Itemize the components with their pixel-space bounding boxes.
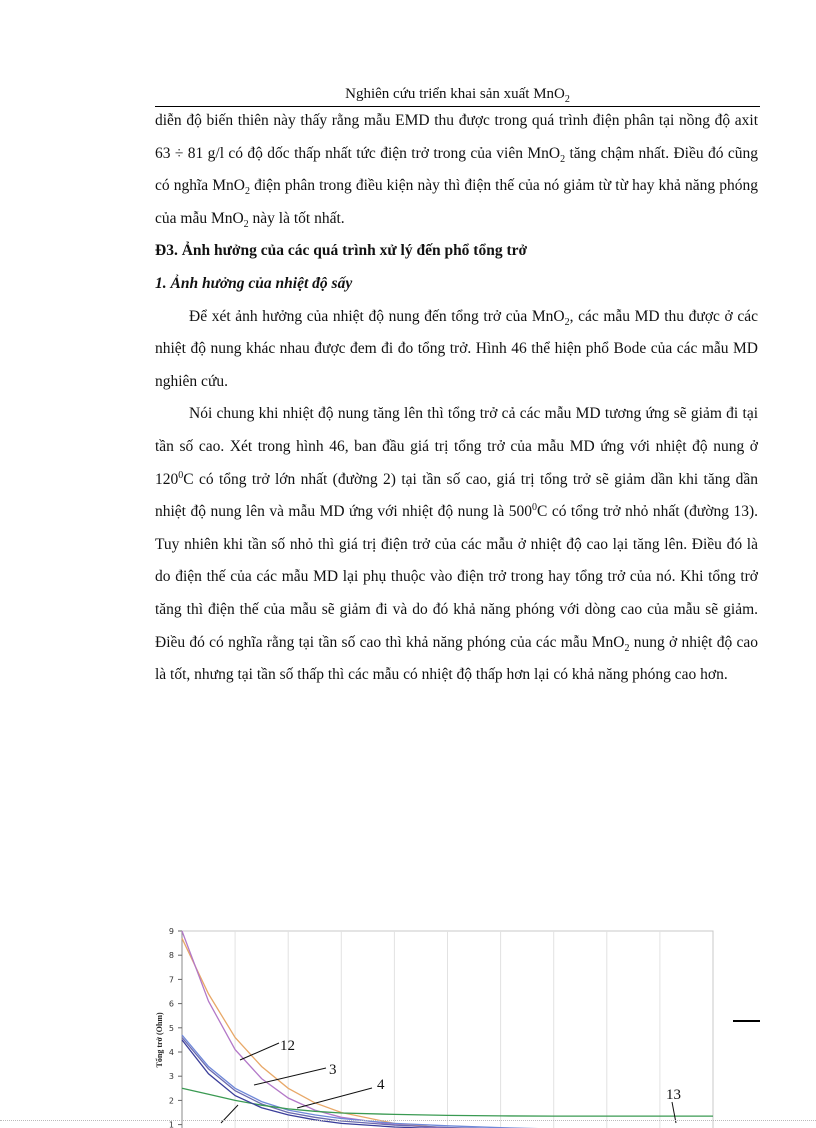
- y-tick-label: 4: [169, 1048, 174, 1057]
- annotation-label-13: 13: [666, 1087, 681, 1103]
- header-title: Nghiên cứu triển khai sản xuất MnO: [345, 86, 565, 102]
- page-bottom-border: [0, 1120, 816, 1121]
- subsection-heading: 1. Ảnh hưởng của nhiệt độ sấy: [155, 268, 758, 301]
- page-header: [155, 84, 760, 107]
- chart-svg: [150, 922, 725, 1123]
- y-tick-label: 7: [169, 975, 174, 984]
- y-tick-label: 1: [169, 1121, 174, 1128]
- annotation-leader-12: [240, 1043, 279, 1060]
- y-tick-label: 9: [169, 927, 174, 936]
- impedance-bode-chart: [150, 922, 725, 1123]
- y-tick-label: 8: [169, 951, 174, 960]
- document-body: [155, 105, 758, 692]
- y-tick-label: 2: [169, 1096, 174, 1105]
- y-tick-label: 6: [169, 1000, 174, 1009]
- annotation-label-12: 12: [280, 1038, 295, 1054]
- y-axis-label: Tổng trở (Ohm): [155, 1012, 164, 1067]
- y-tick-label: 3: [169, 1072, 174, 1081]
- paragraph-3: Nói chung khi nhiệt độ nung tăng lên thì tổng trở cả các mẫu MD tương ứng sẽ giảm đi tại tần số cao. Xét trong hình 46, ban đầu giá trị tổng trở của mẫu MD ứng với nhiệt độ nung ở $120^0C$ có tổng trở lớn nhất (đường 2) tại tần số cao, giá trị tổng trở sẽ giảm dần khi tăng dần nhiệt độ nung lên và mẫu MD ứng với nhiệt độ nung là $500^0C$ có tổng trở nhỏ nhất (đường 13). Tuy nhiên khi tần số nhỏ thì giá trị điện trở của các mẫu ở nhiệt độ cao lại tăng lên. Điều đó là do điện thế của các mẫu MD lại phụ thuộc vào điện trở trong hay tổng trở của nó. Khi tổng trở tăng thì điện thế của mẫu sẽ giảm đi và do đó khả năng phóng với dòng cao của mẫu sẽ giảm. Điều đó có nghĩa rằng tại tần số cao thì khả năng phóng của các mẫu MnO$_2$ nung ở nhiệt độ cao là tốt, nhưng tại tần số thấp thì các mẫu có nhiệt độ thấp hơn lại có khả năng phóng cao hơn.: [155, 398, 758, 691]
- annotation-label-4: 4: [377, 1077, 385, 1093]
- annotation-leader-4: [297, 1088, 372, 1108]
- paragraph-1: diễn độ biến thiên này thấy rằng mẫu EMD thu được trong quá trình điện phân tại nồng độ axit 63 ÷ 81 g/l có độ dốc thấp nhất tức điện trở trong của viên MnO$_2$ tăng chậm nhất. Điều đó cũng có nghĩa MnO$_2$ điện phân trong điều kiện này thì điện thế của nó giảm từ từ hay khả năng phóng của mẫu MnO$_2$ này là tốt nhất.: [155, 105, 758, 235]
- y-tick-label: 5: [169, 1024, 174, 1033]
- section-heading: Đ3. Ảnh hưởng của các quá trình xử lý đến phổ tổng trở: [155, 235, 758, 268]
- annotation-label-3: 3: [329, 1062, 337, 1078]
- paragraph-2: Để xét ảnh hưởng của nhiệt độ nung đến tổng trở của MnO$_2$, các mẫu MD thu được ở các nhiệt độ nung khác nhau được đem đi đo tổng trở. Hình 46 thể hiện phổ Bode của các mẫu MD nghiên cứu.: [155, 301, 758, 399]
- header-title-subscript: 2: [565, 94, 570, 105]
- margin-dash: [733, 1020, 760, 1022]
- annotation-leader-3: [254, 1068, 326, 1085]
